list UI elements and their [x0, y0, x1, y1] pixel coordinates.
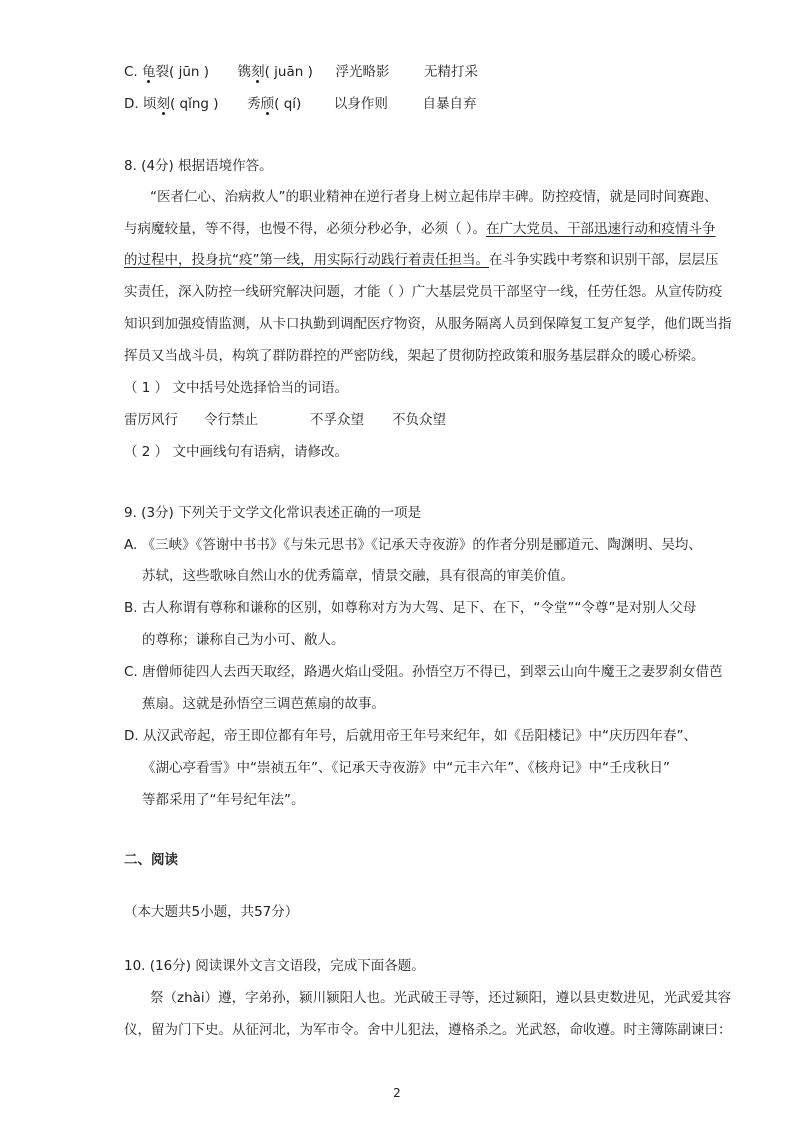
- q8-para-line: 知识到加强疫情监测，从卡口执勤到调配医疗物资，从服务隔离人员到保障复工复产复学，他们既当指: [124, 316, 732, 332]
- q9-heading: 9. (3分) 下列关于文学文化常识表述正确的一项是: [124, 505, 422, 521]
- q10-heading: 10. (16分) 阅读课外文言文语段，完成下面各题。: [124, 958, 425, 974]
- q8-para-line: [124, 250, 719, 270]
- phrase: 以身作则: [333, 96, 388, 112]
- q9-option-b: B. 古人称谓有尊称和谦称的区别，如尊称对方为大驾、足下、在下，“令堂”“令尊”是对别人父母: [124, 600, 697, 616]
- q9-option-c: C. 唐僧师徒四人去西天取经，路遇火焰山受阻。孙悟空万不得已，到翠云山向牛魔王之妻罗刹女借芭: [124, 664, 723, 680]
- page-number: 2: [393, 1086, 401, 1100]
- q8-para-line: 挥员又当战斗员，构筑了群防群控的严密防线，架起了贯彻防控政策和服务基层群众的暖心桥梁。: [124, 348, 705, 364]
- choice-word: 令行禁止: [204, 412, 258, 428]
- dotted-char: 颀: [260, 96, 275, 112]
- section-note: （本大题共5小题，共57分）: [124, 904, 299, 920]
- q10-para-line: 祭（zhài）遵，字弟孙，颍川颍阳人也。光武破王寻等，还过颍阳，遵以县吏数进见，光武爱其容: [150, 990, 732, 1006]
- dotted-char: 刻: [156, 96, 170, 112]
- q8-para-line: 实责任，深入防控一线研究解决问题，才能（ ）广大基层党员干部坚守一线，任劳任怨。从宣传防疫: [124, 284, 723, 300]
- dotted-char: 龟: [142, 64, 156, 80]
- word-rest: 裂: [155, 64, 170, 80]
- word-prefix: 镌: [237, 64, 252, 80]
- q9-option-a: A. 《三峡》《答谢中书书》《与朱元思书》《记承天寺夜游》的作者分别是郦道元、陶渊明、吴均、: [124, 537, 702, 553]
- q9-option-d: D. 从汉武帝起，帝王即位都有年号，后就用帝王年号来纪年，如《岳阳楼记》中“庆历四年春”、: [124, 728, 697, 744]
- q10-para-line: 仪，留为门下史。从征河北，为军市令。舍中儿犯法，遵格杀之。光武怒，命收遵。时主簿陈副谏曰：: [124, 1022, 732, 1038]
- q8-heading: 8. (4分) 根据语境作答。: [124, 158, 273, 174]
- q8-para-line: “医者仁心、治病救人”的职业精神在逆行者身上树立起伟岸丰碑。防控疫情，就是同时间赛跑、: [150, 189, 718, 205]
- q9-option-c-cont: 蕉扇。这就是孙悟空三调芭蕉扇的故事。: [142, 696, 385, 712]
- word-prefix: 秀: [247, 96, 261, 112]
- q9-option-a-cont: 苏轼，这些歌咏自然山水的优秀篇章，情景交融，具有很高的审美价值。: [142, 568, 574, 584]
- q8-sub2: （ 2 ） 文中画线句有语病，请修改。: [124, 444, 348, 460]
- phrase: 浮光略影: [335, 64, 390, 80]
- pinyin: ( qǐng ): [169, 96, 219, 112]
- dotted-char: 刻: [251, 64, 265, 80]
- option-label: C.: [124, 64, 138, 80]
- q9-option-d-cont: 《湖心亭看雪》中“崇祯五年”、《记承天寺夜游》中“元丰六年”、《核舟记》中“壬戌秋日”: [142, 760, 670, 776]
- choice-word: 不孚众望: [310, 412, 364, 428]
- q9-option-d-cont: 等都采用了“年号纪年法”。: [142, 792, 305, 808]
- section-title: 二、阅读: [124, 852, 178, 868]
- option-label: D.: [124, 96, 139, 112]
- q8-underlined-sentence: 的过程中，投身抗“疫”第一线，用实际行动践行着责任担当。: [124, 252, 489, 268]
- pinyin: ( juān ): [264, 64, 313, 80]
- q8-para-line: [124, 219, 716, 239]
- pinyin: ( jūn ): [169, 64, 209, 80]
- q9-option-b-cont: 的尊称；谦称自己为小可、敝人。: [142, 632, 345, 648]
- q8-text: 与病魔较量，等不得，也慢不得，必须分秒必争，必须（ ）。: [124, 221, 487, 237]
- pinyin: ( qí): [274, 96, 302, 112]
- q8-choices: [124, 410, 446, 430]
- q8-sub1: （ 1 ） 文中括号处选择恰当的词语。: [124, 380, 348, 396]
- word-prefix: 顷: [142, 96, 157, 112]
- q8-underlined-sentence: 在广大党员、干部迅速行动和疫情斗争: [486, 221, 716, 237]
- choice-word: 不负众望: [392, 412, 446, 428]
- choice-word: 雷厉风行: [124, 412, 178, 428]
- phrase: 自暴自弃: [422, 96, 477, 112]
- option-c-line: [124, 62, 478, 82]
- option-d-line: [124, 94, 476, 114]
- q8-text: 在斗争实践中考察和识别干部，层层压: [489, 252, 719, 268]
- phrase: 无精打采: [424, 64, 479, 80]
